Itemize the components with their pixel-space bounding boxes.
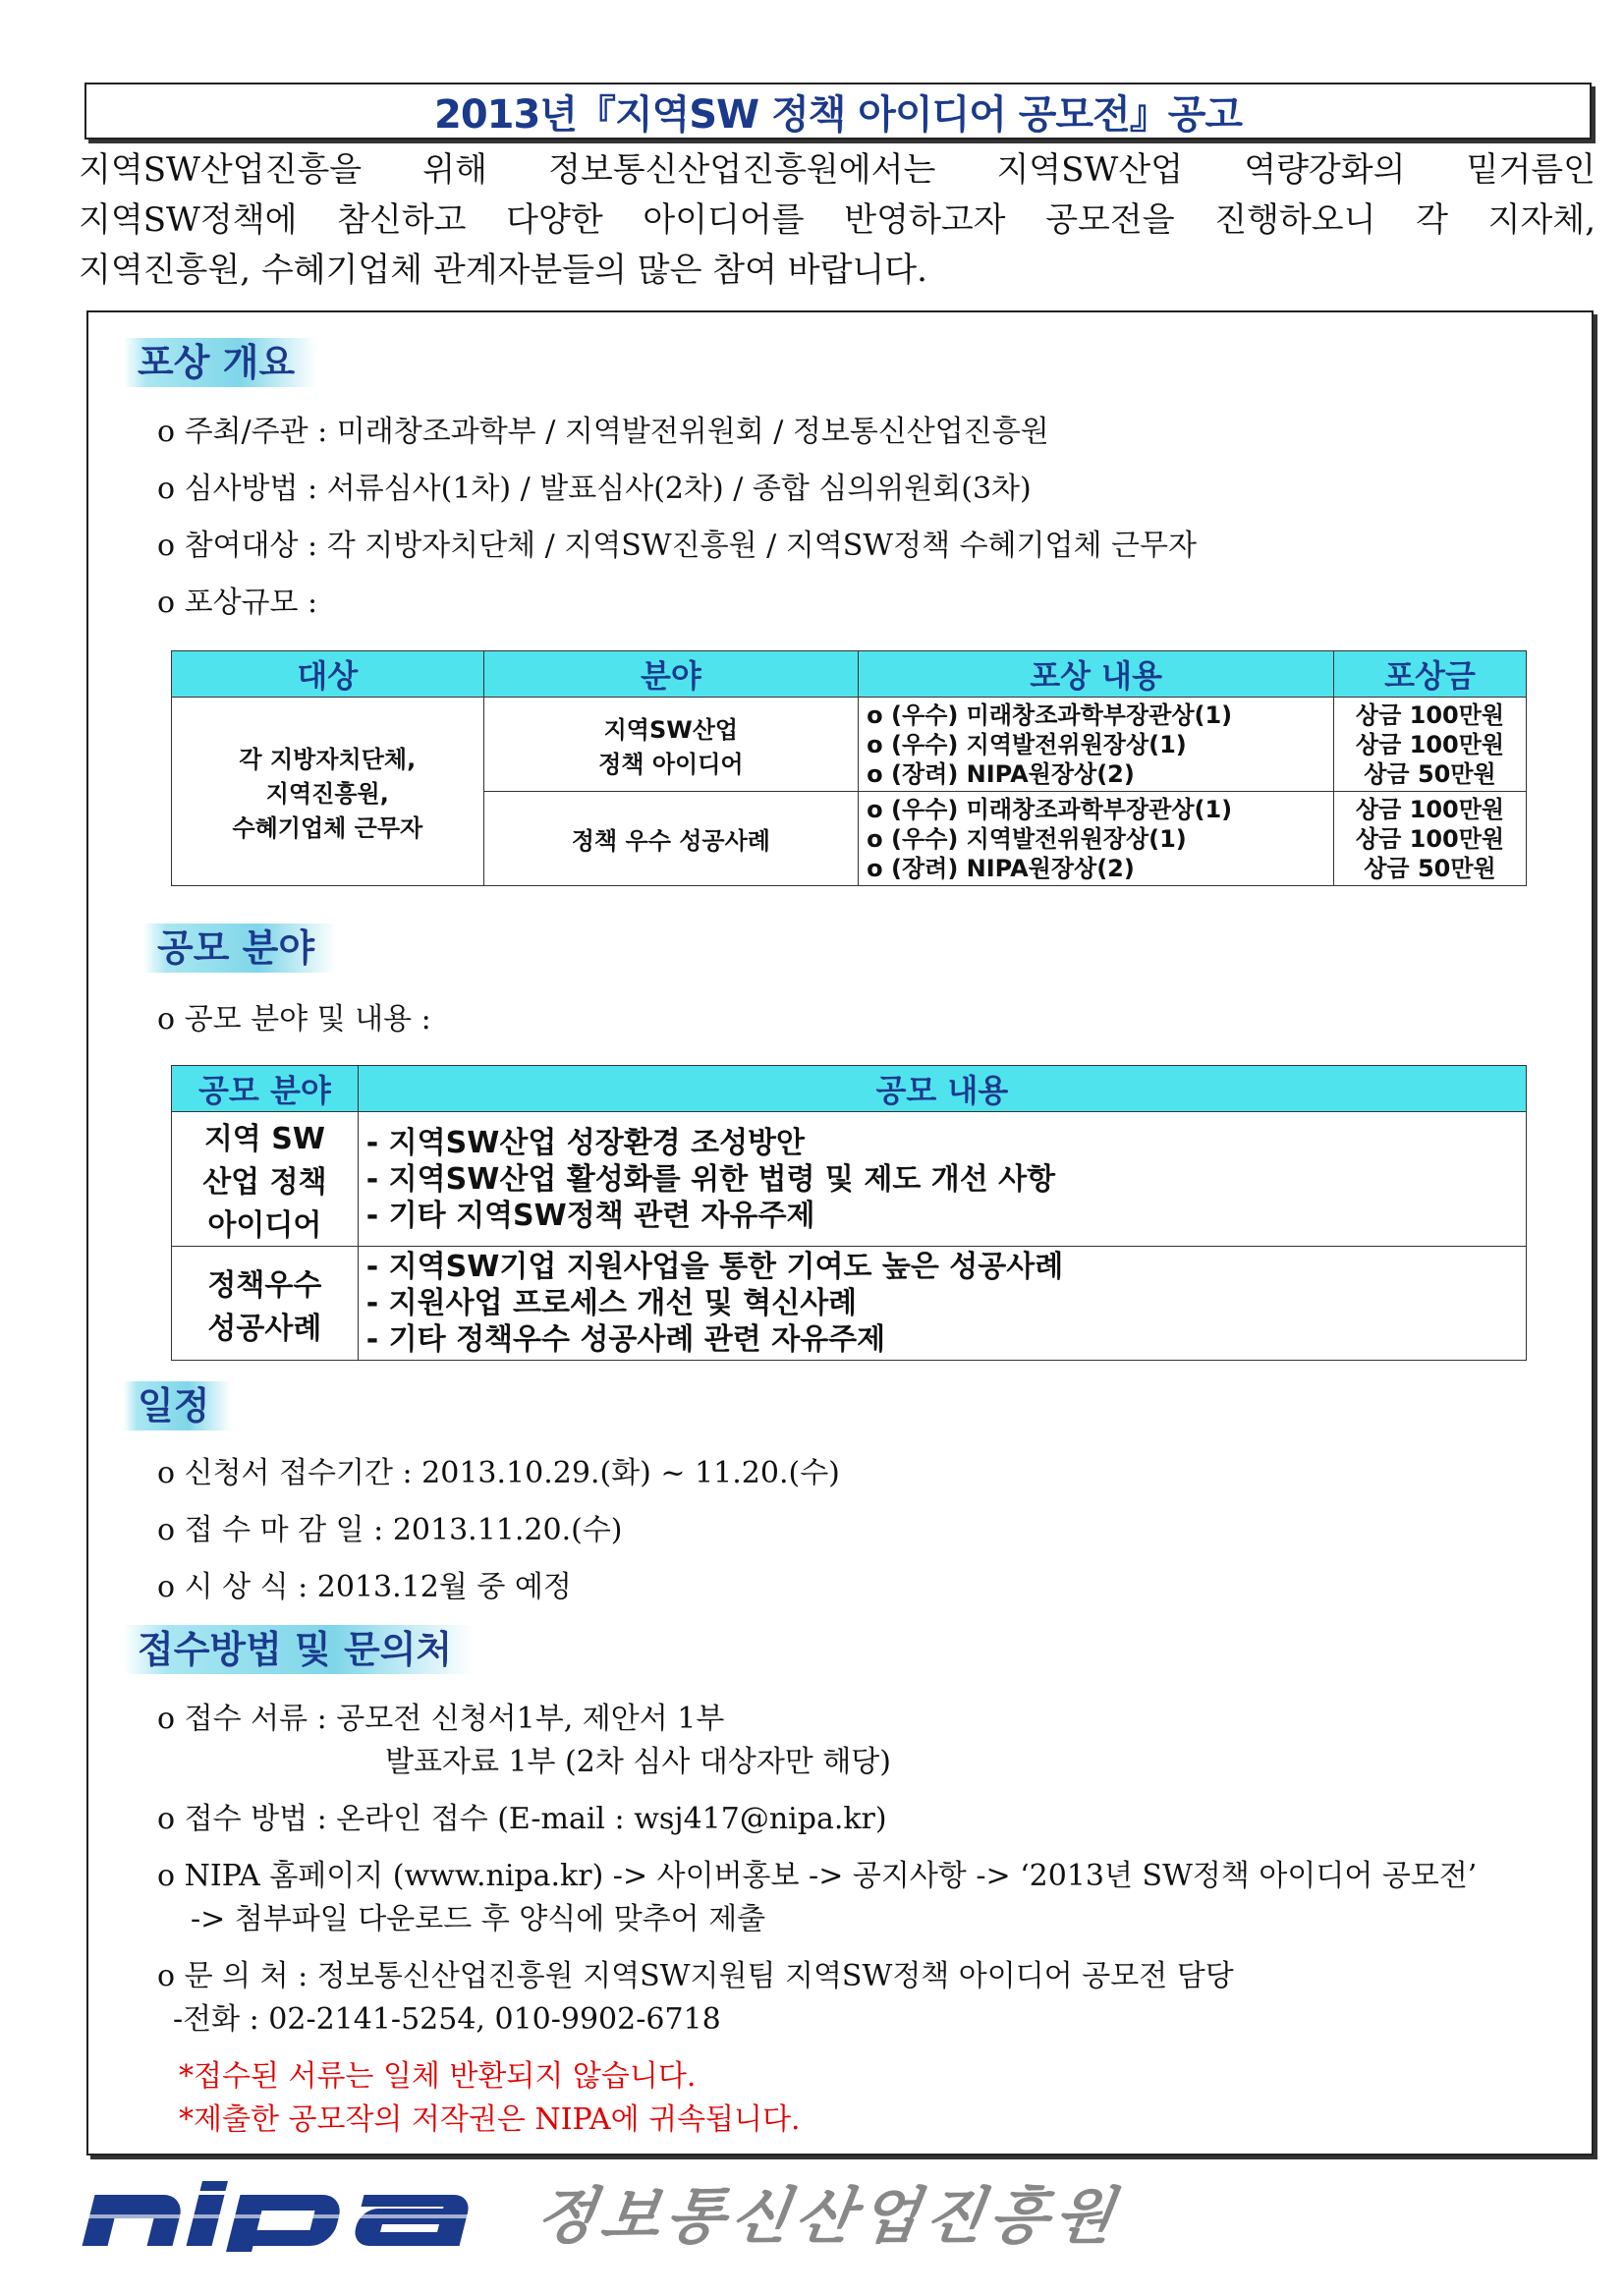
award-header-content: 포상 내용 xyxy=(859,651,1334,698)
award-table xyxy=(171,650,1527,886)
award-field-line: 정책 우수 성공사례 xyxy=(571,827,770,855)
award-item: o (우수) 지역발전위원장상(1) xyxy=(867,730,1187,758)
schedule-ceremony: o 시 상 식 : 2013.12월 중 예정 xyxy=(157,1570,572,1604)
contest-table-header xyxy=(172,1066,1527,1112)
contact-inquiry: o 문 의 처 : 정보통신산업진흥원 지역SW지원팀 지역SW정책 아이디어 공모전 담당 xyxy=(157,1959,1234,1993)
award-item: o (우수) 지역발전위원장상(1) xyxy=(867,824,1187,853)
award-table-header xyxy=(172,651,1527,698)
award-header-prize: 포상금 xyxy=(1334,651,1527,698)
contact-documents-extra: 발표자료 1부 (2차 심사 대상자만 해당) xyxy=(385,1745,891,1779)
award-item: o (우수) 미래창조과학부장관상(1) xyxy=(867,795,1233,823)
table-row xyxy=(172,1112,1527,1247)
award-prize: 상금 100만원 xyxy=(1355,795,1505,823)
contest-item: - 지원사업 프로세스 개선 및 혁신사례 xyxy=(365,1286,858,1320)
contest-item: - 기타 정책우수 성공사례 관련 자유주제 xyxy=(365,1322,886,1357)
award-target-cell xyxy=(172,698,484,886)
contest-field-cell xyxy=(172,1247,359,1361)
contest-field-line: 정책우수 xyxy=(207,1267,322,1303)
contest-field-line: 아이디어 xyxy=(207,1208,322,1243)
table-row xyxy=(172,698,1527,792)
footer-logo xyxy=(77,2181,1609,2252)
award-eligibility: o 참여대상 : 각 지방자치단체 / 지역SW진흥원 / 지역SW정책 수혜기업체 근무자 xyxy=(157,529,1197,563)
award-field-cell xyxy=(483,792,859,886)
award-prize-cell xyxy=(1334,792,1527,886)
table-row xyxy=(172,1247,1527,1361)
award-header-field: 분야 xyxy=(483,651,859,698)
notice-copyright: *제출한 공모작의 저작권은 NIPA에 귀속됩니다. xyxy=(179,2102,801,2137)
award-items-cell xyxy=(859,792,1334,886)
award-target-line: 각 지방자치단체, xyxy=(239,746,417,773)
intro-paragraph xyxy=(79,145,1596,296)
contest-item: - 지역SW산업 성장환경 조성방안 xyxy=(365,1125,806,1160)
award-target-line: 지역진흥원, xyxy=(265,780,389,808)
award-header-target: 대상 xyxy=(172,651,484,698)
award-prize-cell xyxy=(1334,698,1527,792)
award-item: o (우수) 미래창조과학부장관상(1) xyxy=(867,700,1233,729)
contest-field-line: 지역 SW xyxy=(203,1122,325,1156)
award-scale: o 포상규모 : xyxy=(157,586,318,620)
nipa-logo-icon xyxy=(77,2181,499,2252)
award-organizer: o 주최/주관 : 미래창조과학부 / 지역발전위원회 / 정보통신산업진흥원 xyxy=(157,415,1049,449)
award-field-cell xyxy=(483,698,859,792)
award-prize: 상금 50만원 xyxy=(1364,854,1496,882)
contest-item: - 기타 지역SW정책 관련 자유주제 xyxy=(365,1198,815,1233)
section-heading-schedule: 일정 xyxy=(124,1381,231,1430)
award-target-line: 수혜기업체 근무자 xyxy=(232,814,423,842)
award-item: o (장려) NIPA원장상(2) xyxy=(867,854,1135,882)
announcement-box xyxy=(86,310,1594,2156)
contest-field-cell xyxy=(172,1112,359,1247)
award-review-method: o 심사방법 : 서류심사(1차) / 발표심사(2차) / 종합 심의위원회(3차) xyxy=(157,472,1032,506)
notice-no-return: *접수된 서류는 일체 반환되지 않습니다. xyxy=(179,2059,697,2094)
org-name-logo-text: 정보통신산업진흥원 xyxy=(531,2180,1125,2252)
award-field-line: 정책 아이디어 xyxy=(598,750,744,778)
section-heading-contest: 공모 분야 xyxy=(143,924,336,973)
schedule-deadline: o 접 수 마 감 일 : 2013.11.20.(수) xyxy=(157,1513,623,1547)
contact-homepage: o NIPA 홈페이지 (www.nipa.kr) -> 사이버홍보 -> 공지사항 -> ‘2013년 SW정책 아이디어 공모전’ xyxy=(157,1859,1478,1893)
contact-phone: -전화 : 02-2141-5254, 010-9902-6718 xyxy=(173,2002,721,2037)
schedule-application-period: o 신청서 접수기간 : 2013.10.29.(화) ~ 11.20.(수) xyxy=(157,1456,840,1490)
contest-table xyxy=(171,1065,1527,1361)
contact-homepage-cont: -> 첨부파일 다운로드 후 양식에 맞추어 제출 xyxy=(191,1902,766,1936)
contest-field-line: 산업 정책 xyxy=(202,1165,327,1200)
award-item: o (장려) NIPA원장상(2) xyxy=(867,759,1135,788)
contest-items-cell xyxy=(358,1112,1526,1247)
section-heading-contact: 접수방법 및 문의처 xyxy=(124,1625,474,1674)
award-prize: 상금 100만원 xyxy=(1355,730,1505,758)
contest-items-cell xyxy=(358,1247,1526,1361)
page-title: 2013년『지역SW 정책 아이디어 공모전』공고 xyxy=(434,91,1242,138)
contest-intro: o 공모 분야 및 내용 : xyxy=(157,1002,431,1036)
contest-header-content: 공모 내용 xyxy=(358,1066,1526,1112)
award-prize: 상금 100만원 xyxy=(1355,700,1505,729)
contest-item: - 지역SW산업 활성화를 위한 법령 및 제도 개선 사항 xyxy=(365,1161,1056,1197)
section-heading-award: 포상 개요 xyxy=(124,338,316,387)
contest-header-field: 공모 분야 xyxy=(172,1066,359,1112)
award-prize: 상금 50만원 xyxy=(1364,759,1496,788)
contact-documents: o 접수 서류 : 공모전 신청서1부, 제안서 1부 xyxy=(157,1702,725,1736)
intro-line: 지역SW정책에 참신하고 다양한 아이디어를 반영하고자 공모전을 진행하오니 각 지자체, xyxy=(79,200,1596,240)
award-items-cell xyxy=(859,698,1334,792)
award-field-line: 지역SW산업 xyxy=(603,715,739,744)
intro-line: 지역SW산업진흥을 위해 정보통신산업진흥원에서는 지역SW산업 역량강화의 밑거름인 xyxy=(79,150,1596,190)
contest-field-line: 성공사례 xyxy=(207,1311,322,1346)
contest-item: - 지역SW기업 지원사업을 통한 기여도 높은 성공사례 xyxy=(365,1250,1064,1284)
intro-line: 지역진흥원, 수혜기업체 관계자분들의 많은 참여 바랍니다. xyxy=(79,251,927,290)
title-banner xyxy=(84,83,1592,140)
contact-method: o 접수 방법 : 온라인 접수 (E-mail : wsj417@nipa.kr) xyxy=(157,1802,887,1836)
award-prize: 상금 100만원 xyxy=(1355,824,1505,853)
